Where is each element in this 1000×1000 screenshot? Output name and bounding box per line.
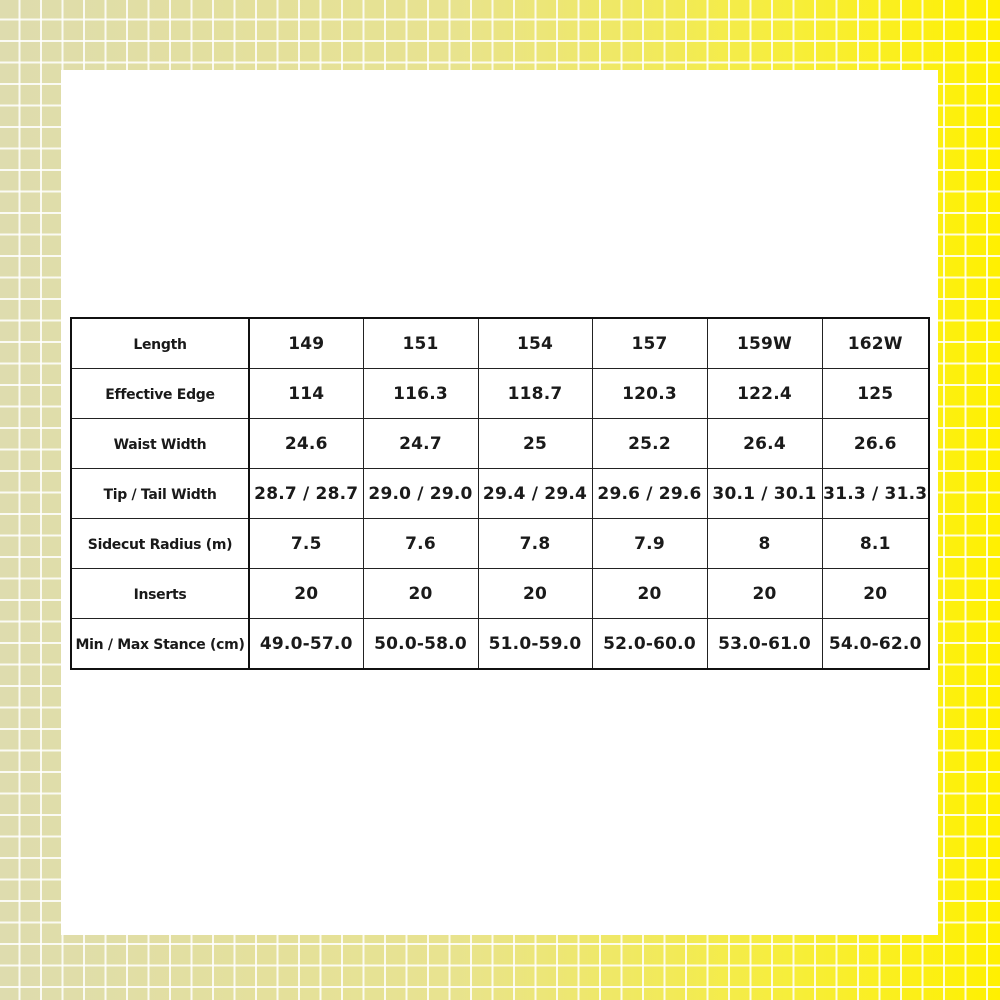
spec-table bbox=[70, 317, 930, 670]
table-cell: 29.4 / 29.4 bbox=[478, 469, 592, 519]
table-cell: 30.1 / 30.1 bbox=[707, 469, 822, 519]
table-cell: 154 bbox=[478, 318, 592, 369]
table-cell: 20 bbox=[363, 569, 478, 619]
table-cell: 50.0-58.0 bbox=[363, 619, 478, 670]
table-cell: 151 bbox=[363, 318, 478, 369]
table-cell: 25 bbox=[478, 419, 592, 469]
table-cell: 24.7 bbox=[363, 419, 478, 469]
table-cell: 7.8 bbox=[478, 519, 592, 569]
table-cell: 114 bbox=[249, 369, 363, 419]
table-row-sidecut-radius bbox=[71, 519, 929, 569]
table-row-inserts bbox=[71, 569, 929, 619]
row-label: Min / Max Stance (cm) bbox=[71, 619, 249, 670]
table-cell: 29.0 / 29.0 bbox=[363, 469, 478, 519]
table-cell: 116.3 bbox=[363, 369, 478, 419]
table-cell: 51.0-59.0 bbox=[478, 619, 592, 670]
row-label: Length bbox=[71, 318, 249, 369]
table-cell: 31.3 / 31.3 bbox=[822, 469, 929, 519]
table-cell: 162W bbox=[822, 318, 929, 369]
table-cell: 54.0-62.0 bbox=[822, 619, 929, 670]
table-cell: 20 bbox=[478, 569, 592, 619]
table-row-waist-width bbox=[71, 419, 929, 469]
table-cell: 159W bbox=[707, 318, 822, 369]
row-label: Effective Edge bbox=[71, 369, 249, 419]
table-row-effective-edge bbox=[71, 369, 929, 419]
table-cell: 8 bbox=[707, 519, 822, 569]
row-label: Waist Width bbox=[71, 419, 249, 469]
table-cell: 28.7 / 28.7 bbox=[249, 469, 363, 519]
table-cell: 8.1 bbox=[822, 519, 929, 569]
table-cell: 24.6 bbox=[249, 419, 363, 469]
table-cell: 7.9 bbox=[592, 519, 707, 569]
table-cell: 26.6 bbox=[822, 419, 929, 469]
table-row-tip-tail-width bbox=[71, 469, 929, 519]
row-label: Sidecut Radius (m) bbox=[71, 519, 249, 569]
table-cell: 20 bbox=[707, 569, 822, 619]
table-cell: 118.7 bbox=[478, 369, 592, 419]
table-cell: 49.0-57.0 bbox=[249, 619, 363, 670]
table-cell: 26.4 bbox=[707, 419, 822, 469]
table-cell: 53.0-61.0 bbox=[707, 619, 822, 670]
table-cell: 20 bbox=[249, 569, 363, 619]
table-cell: 52.0-60.0 bbox=[592, 619, 707, 670]
table-cell: 20 bbox=[822, 569, 929, 619]
row-label: Inserts bbox=[71, 569, 249, 619]
table-cell: 149 bbox=[249, 318, 363, 369]
row-label: Tip / Tail Width bbox=[71, 469, 249, 519]
table-cell: 157 bbox=[592, 318, 707, 369]
table-cell: 122.4 bbox=[707, 369, 822, 419]
table-cell: 25.2 bbox=[592, 419, 707, 469]
table-cell: 120.3 bbox=[592, 369, 707, 419]
table-cell: 29.6 / 29.6 bbox=[592, 469, 707, 519]
table-row-length bbox=[71, 318, 929, 369]
table-cell: 20 bbox=[592, 569, 707, 619]
table-cell: 7.6 bbox=[363, 519, 478, 569]
table-cell: 7.5 bbox=[249, 519, 363, 569]
table-row-stance bbox=[71, 619, 929, 670]
table-cell: 125 bbox=[822, 369, 929, 419]
